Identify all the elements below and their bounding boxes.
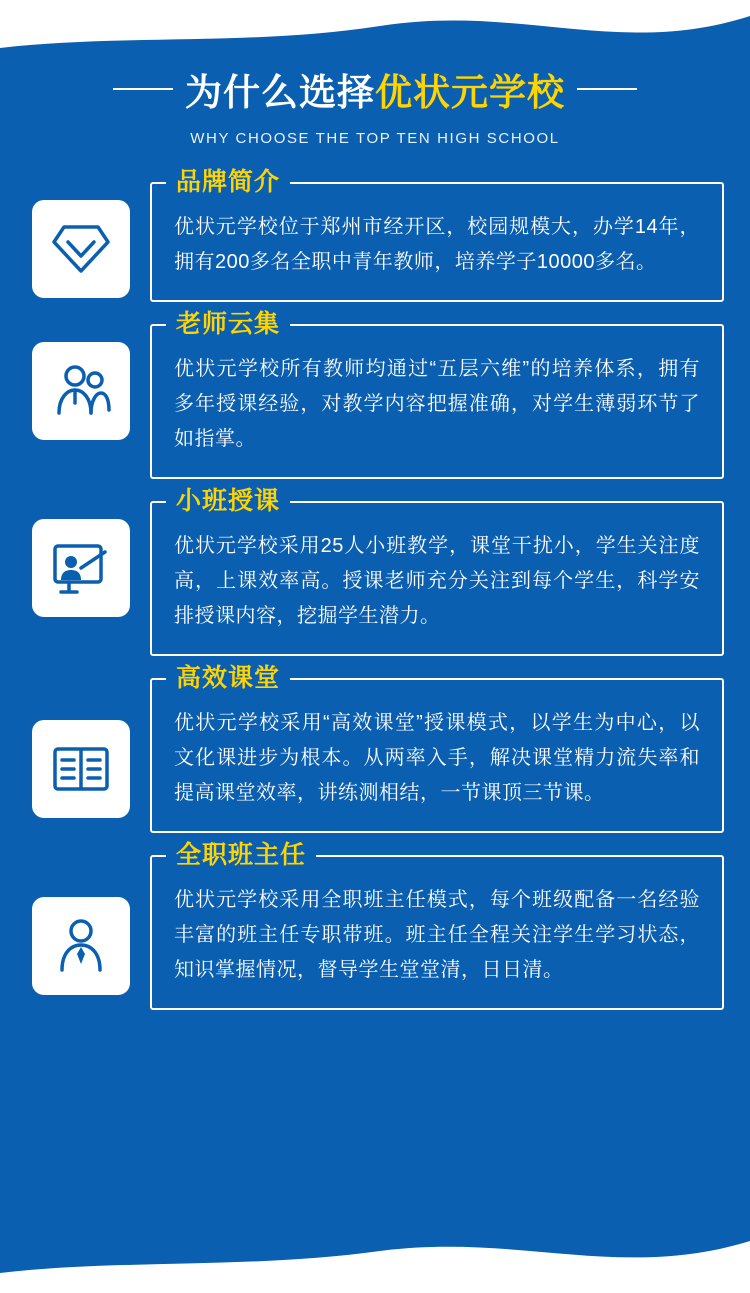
top-wave-decoration [0,0,750,60]
title-rule-left [113,88,173,90]
bottom-wave-decoration [0,1233,750,1293]
feature-title: 老师云集 [166,308,290,340]
diamond-icon [32,200,130,298]
feature-title: 小班授课 [166,485,290,517]
feature-card [150,168,724,302]
page-title [173,62,577,116]
person-tie-icon [32,897,130,995]
feature-body: 优状元学校采用“高效课堂”授课模式，以学生为中心，以文化课进步为根本。从两率入手，解决课堂精力流失率和提高课堂效率，讲练测相结，一节课顶三节课。 [174,712,700,804]
feature-body: 优状元学校所有教师均通过“五层六维”的培养体系，拥有多年授课经验，对教学内容把握准确，对学生薄弱环节了如指掌。 [174,358,700,450]
page-header [0,62,750,147]
list-item [0,310,750,479]
feature-title: 品牌简介 [166,166,290,198]
page-title-highlight: 优状元学校 [375,72,565,113]
feature-body: 优状元学校位于郑州市经开区，校园规模大，办学14年，拥有200多名全职中青年教师，培养学子10000多名。 [174,216,700,273]
feature-title: 全职班主任 [166,839,316,871]
title-rule-right [577,88,637,90]
feature-body: 优状元学校采用全职班主任模式，每个班级配备一名经验丰富的班主任专职带班。班主任全程关注学生学习状态，知识掌握情况，督导学生堂堂清，日日清。 [174,889,700,981]
open-book-icon [32,720,130,818]
page-title-prefix: 为什么选择 [185,72,375,113]
title-row [0,62,750,116]
feature-card [150,664,724,833]
feature-body: 优状元学校采用25人小班教学，课堂干扰小，学生关注度高，上课效率高。授课老师充分关注到每个学生，科学安排授课内容，挖掘学生潜力。 [174,535,700,627]
page-subtitle: WHY CHOOSE THE TOP TEN HIGH SCHOOL [190,130,560,147]
teachers-group-icon [32,342,130,440]
list-item [0,487,750,656]
feature-title: 高效课堂 [166,662,290,694]
feature-list [0,168,750,1032]
list-item [0,841,750,1010]
list-item [0,664,750,833]
list-item [0,168,750,302]
whiteboard-teacher-icon [32,519,130,617]
feature-card [150,310,724,479]
feature-card [150,841,724,1010]
feature-card [150,487,724,656]
